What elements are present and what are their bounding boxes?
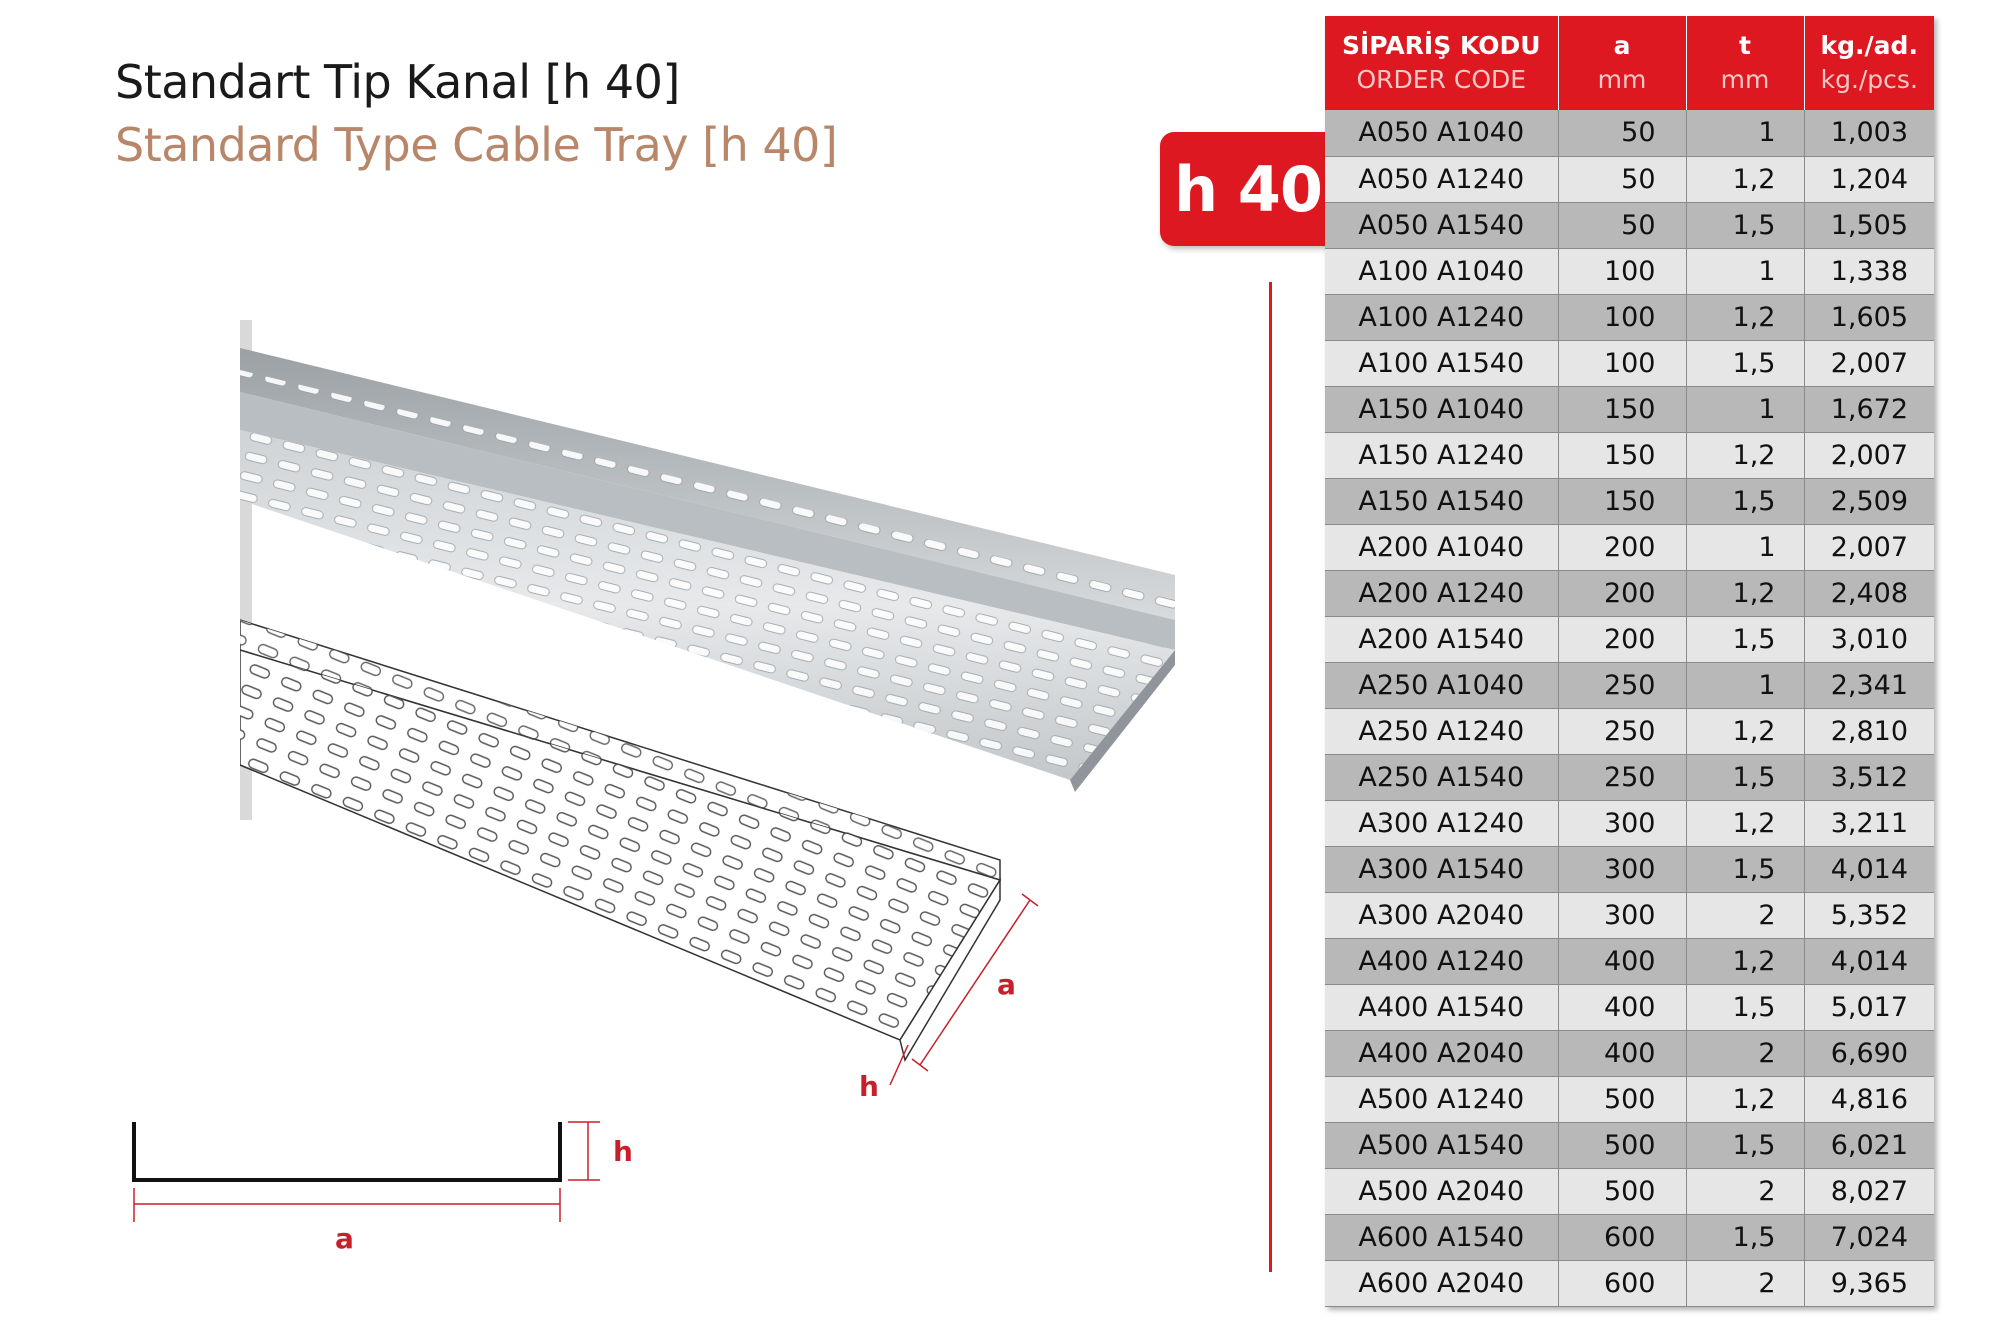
width-cell: 600	[1558, 1214, 1686, 1260]
order-code-cell: A150 A1540	[1325, 478, 1558, 524]
width-cell: 300	[1558, 800, 1686, 846]
order-code-cell: A500 A1240	[1325, 1076, 1558, 1122]
weight-cell: 3,211	[1804, 800, 1934, 846]
thickness-cell: 1,2	[1686, 432, 1804, 478]
width-cell: 250	[1558, 754, 1686, 800]
order-code-cell: A400 A1240	[1325, 938, 1558, 984]
table-row	[1325, 110, 1934, 156]
table-row	[1325, 984, 1934, 1030]
order-code-cell: A400 A1540	[1325, 984, 1558, 1030]
table-row	[1325, 1214, 1934, 1260]
thickness-cell: 1,5	[1686, 478, 1804, 524]
page-subtitle: Standard Type Cable Tray [h 40]	[115, 118, 838, 172]
order-code-cell: A150 A1240	[1325, 432, 1558, 478]
width-cell: 250	[1558, 708, 1686, 754]
cable-tray-illustration	[240, 320, 1190, 1100]
table-row	[1325, 432, 1934, 478]
width-cell: 50	[1558, 202, 1686, 248]
table-row	[1325, 478, 1934, 524]
width-cell: 200	[1558, 616, 1686, 662]
table-row	[1325, 294, 1934, 340]
width-cell: 200	[1558, 570, 1686, 616]
order-code-cell: A200 A1240	[1325, 570, 1558, 616]
thickness-cell: 1	[1686, 110, 1804, 156]
weight-cell: 4,014	[1804, 846, 1934, 892]
profile-a-label: a	[335, 1222, 354, 1255]
col-header-a: a mm	[1558, 16, 1686, 110]
weight-cell: 6,690	[1804, 1030, 1934, 1076]
thickness-cell: 1	[1686, 386, 1804, 432]
thickness-cell: 1,2	[1686, 1076, 1804, 1122]
thickness-cell: 1	[1686, 248, 1804, 294]
table-row	[1325, 1260, 1934, 1306]
order-code-cell: A250 A1040	[1325, 662, 1558, 708]
weight-cell: 1,505	[1804, 202, 1934, 248]
table-row	[1325, 708, 1934, 754]
thickness-cell: 2	[1686, 892, 1804, 938]
tray-h-label: h	[859, 1070, 879, 1103]
order-code-cell: A500 A1540	[1325, 1122, 1558, 1168]
width-cell: 300	[1558, 892, 1686, 938]
table-row	[1325, 202, 1934, 248]
width-cell: 400	[1558, 1030, 1686, 1076]
table-row	[1325, 662, 1934, 708]
width-cell: 200	[1558, 524, 1686, 570]
order-code-cell: A300 A2040	[1325, 892, 1558, 938]
weight-cell: 2,007	[1804, 340, 1934, 386]
width-cell: 400	[1558, 984, 1686, 1030]
weight-cell: 4,816	[1804, 1076, 1934, 1122]
order-code-cell: A100 A1240	[1325, 294, 1558, 340]
width-cell: 500	[1558, 1122, 1686, 1168]
weight-cell: 2,007	[1804, 524, 1934, 570]
thickness-cell: 2	[1686, 1030, 1804, 1076]
thickness-cell: 1	[1686, 524, 1804, 570]
thickness-cell: 1,5	[1686, 202, 1804, 248]
table-row	[1325, 1168, 1934, 1214]
thickness-cell: 1	[1686, 662, 1804, 708]
thickness-cell: 1,5	[1686, 1214, 1804, 1260]
order-code-cell: A250 A1540	[1325, 754, 1558, 800]
order-code-cell: A150 A1040	[1325, 386, 1558, 432]
order-code-cell: A600 A2040	[1325, 1260, 1558, 1306]
divider-line	[1269, 282, 1272, 1272]
spec-table	[1325, 16, 1934, 1307]
thickness-cell: 1,5	[1686, 754, 1804, 800]
thickness-cell: 1,2	[1686, 570, 1804, 616]
order-code-cell: A100 A1040	[1325, 248, 1558, 294]
width-cell: 50	[1558, 156, 1686, 202]
table-row	[1325, 846, 1934, 892]
weight-cell: 1,204	[1804, 156, 1934, 202]
width-cell: 50	[1558, 110, 1686, 156]
table-row	[1325, 754, 1934, 800]
thickness-cell: 1,2	[1686, 708, 1804, 754]
weight-cell: 1,672	[1804, 386, 1934, 432]
order-code-cell: A200 A1540	[1325, 616, 1558, 662]
weight-cell: 2,509	[1804, 478, 1934, 524]
thickness-cell: 1,2	[1686, 156, 1804, 202]
width-cell: 100	[1558, 248, 1686, 294]
col-header-t: t mm	[1686, 16, 1804, 110]
table-row	[1325, 938, 1934, 984]
width-cell: 400	[1558, 938, 1686, 984]
table-row	[1325, 570, 1934, 616]
weight-cell: 1,605	[1804, 294, 1934, 340]
order-code-cell: A050 A1540	[1325, 202, 1558, 248]
thickness-cell: 1,2	[1686, 938, 1804, 984]
thickness-cell: 1,2	[1686, 800, 1804, 846]
table-row	[1325, 524, 1934, 570]
height-badge: h 40	[1160, 132, 1336, 246]
width-cell: 500	[1558, 1168, 1686, 1214]
weight-cell: 1,003	[1804, 110, 1934, 156]
weight-cell: 5,352	[1804, 892, 1934, 938]
weight-cell: 5,017	[1804, 984, 1934, 1030]
width-cell: 100	[1558, 340, 1686, 386]
weight-cell: 2,408	[1804, 570, 1934, 616]
col-header-order-code: SİPARİŞ KODU ORDER CODE	[1325, 16, 1558, 110]
table-row	[1325, 340, 1934, 386]
profile-h-label: h	[613, 1135, 633, 1168]
thickness-cell: 1,5	[1686, 846, 1804, 892]
thickness-cell: 1,5	[1686, 616, 1804, 662]
width-cell: 100	[1558, 294, 1686, 340]
weight-cell: 3,010	[1804, 616, 1934, 662]
table-row	[1325, 386, 1934, 432]
weight-cell: 7,024	[1804, 1214, 1934, 1260]
table-row	[1325, 1122, 1934, 1168]
width-cell: 600	[1558, 1260, 1686, 1306]
width-cell: 500	[1558, 1076, 1686, 1122]
order-code-cell: A300 A1540	[1325, 846, 1558, 892]
width-cell: 300	[1558, 846, 1686, 892]
order-code-cell: A250 A1240	[1325, 708, 1558, 754]
table-row	[1325, 156, 1934, 202]
weight-cell: 8,027	[1804, 1168, 1934, 1214]
weight-cell: 2,810	[1804, 708, 1934, 754]
tray-a-label: a	[997, 968, 1016, 1001]
width-cell: 150	[1558, 478, 1686, 524]
table-row	[1325, 616, 1934, 662]
order-code-cell: A300 A1240	[1325, 800, 1558, 846]
table-header-row	[1325, 16, 1934, 110]
weight-cell: 2,341	[1804, 662, 1934, 708]
thickness-cell: 1,5	[1686, 340, 1804, 386]
order-code-cell: A600 A1540	[1325, 1214, 1558, 1260]
order-code-cell: A050 A1040	[1325, 110, 1558, 156]
thickness-cell: 1,5	[1686, 1122, 1804, 1168]
width-cell: 150	[1558, 432, 1686, 478]
order-code-cell: A500 A2040	[1325, 1168, 1558, 1214]
table-row	[1325, 892, 1934, 938]
table-row	[1325, 1076, 1934, 1122]
order-code-cell: A100 A1540	[1325, 340, 1558, 386]
thickness-cell: 2	[1686, 1260, 1804, 1306]
table-row	[1325, 800, 1934, 846]
table-row	[1325, 248, 1934, 294]
order-code-cell: A200 A1040	[1325, 524, 1558, 570]
width-cell: 250	[1558, 662, 1686, 708]
thickness-cell: 1,5	[1686, 984, 1804, 1030]
weight-cell: 6,021	[1804, 1122, 1934, 1168]
order-code-cell: A400 A2040	[1325, 1030, 1558, 1076]
weight-cell: 2,007	[1804, 432, 1934, 478]
weight-cell: 9,365	[1804, 1260, 1934, 1306]
weight-cell: 1,338	[1804, 248, 1934, 294]
page-title: Standart Tip Kanal [h 40]	[115, 55, 680, 109]
weight-cell: 3,512	[1804, 754, 1934, 800]
profile-diagram	[120, 1110, 640, 1230]
order-code-cell: A050 A1240	[1325, 156, 1558, 202]
table-row	[1325, 1030, 1934, 1076]
col-header-weight: kg./ad. kg./pcs.	[1804, 16, 1934, 110]
thickness-cell: 1,2	[1686, 294, 1804, 340]
thickness-cell: 2	[1686, 1168, 1804, 1214]
width-cell: 150	[1558, 386, 1686, 432]
weight-cell: 4,014	[1804, 938, 1934, 984]
